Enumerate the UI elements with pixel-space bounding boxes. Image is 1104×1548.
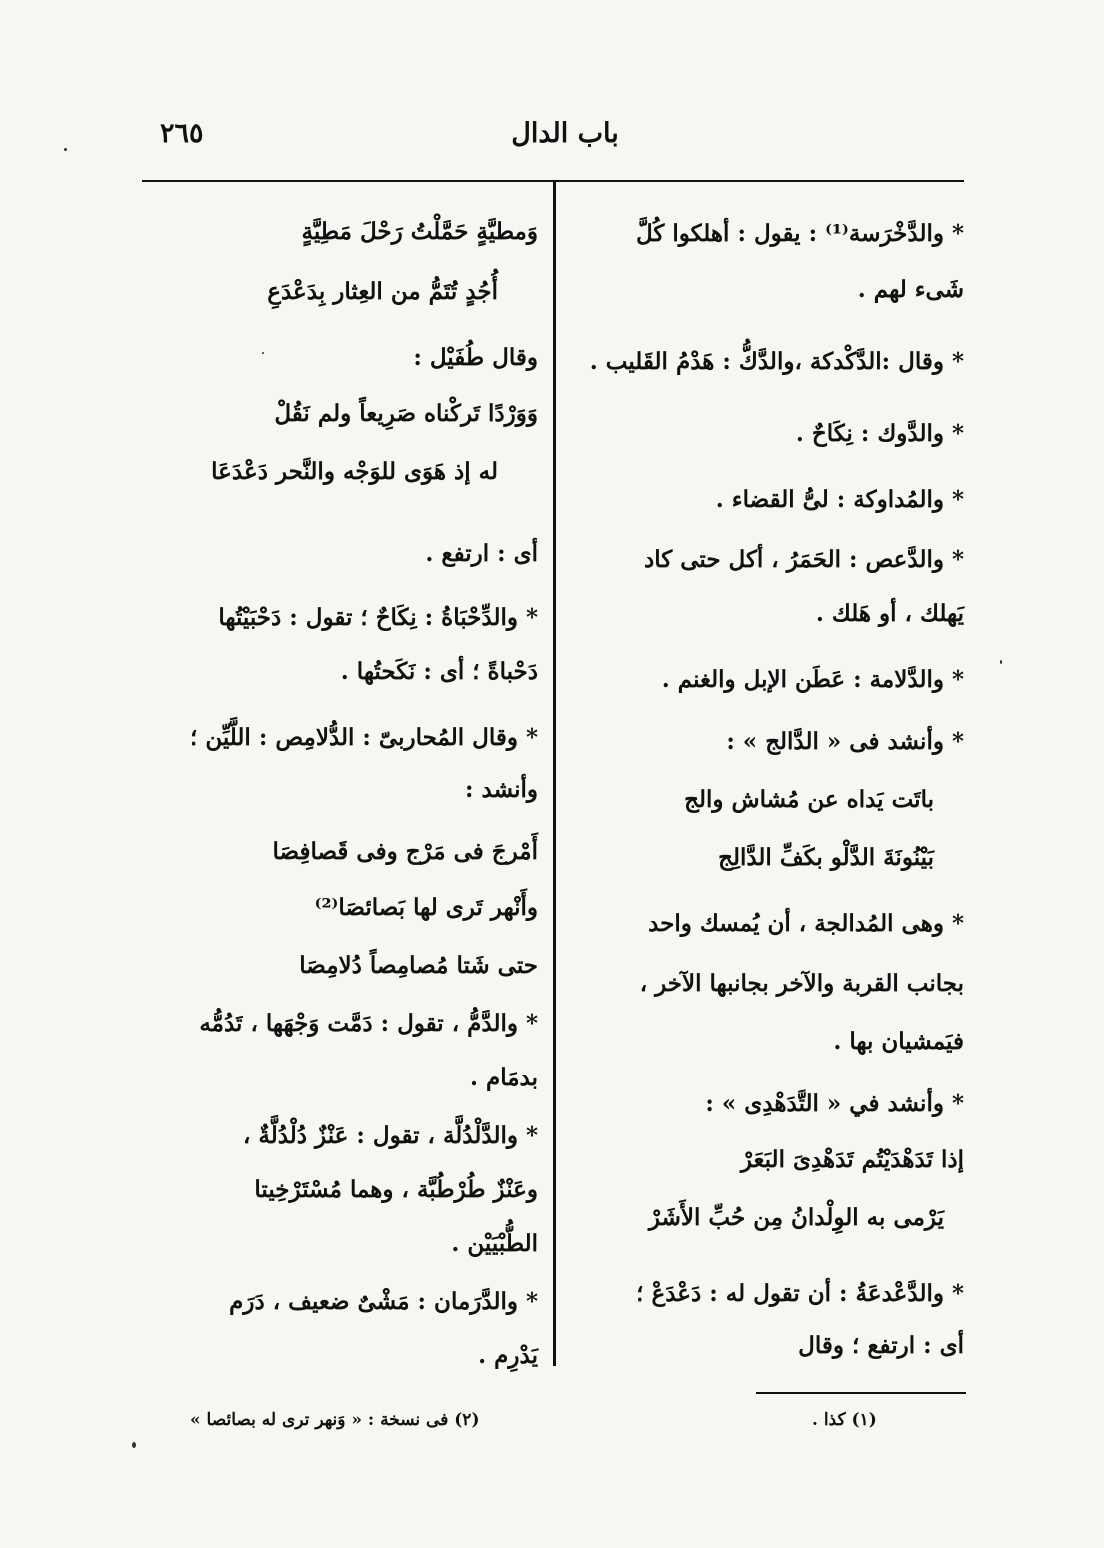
verse-line: باتَت يَداه عن مُشاش والج: [684, 786, 934, 813]
footnote-rule: [756, 1392, 966, 1394]
text-line: يَهلك ، أو هَلك .: [815, 600, 964, 627]
text-line: * والدَّوك : نِكَاحٌ .: [795, 420, 964, 447]
text-line: وأنشد :: [465, 776, 538, 803]
text-line: * والدِّحْبَاةُ : نِكَاحٌ ؛ تقول : دَحْبَيْتُها: [218, 604, 538, 631]
text-line: وقال طُفَيْل :: [413, 344, 538, 371]
verse-line: إذا تَدَهْدَيْتُم تَدَهْدِىَ البَعَرْ: [740, 1146, 964, 1173]
page-number: ٢٦٥: [160, 118, 204, 149]
running-header-title: باب الدال: [511, 118, 619, 149]
text-line: * والمُداوكة : لىُّ القضاء .: [715, 486, 964, 513]
text-line: بدمَام .: [469, 1064, 538, 1091]
text-line: * والدَّرَمان : مَشْىٌ ضعيف ، دَرَم: [229, 1288, 538, 1315]
text-line: بجانب القربة والآخر بجانبها الآخر ،: [639, 970, 964, 997]
verse-line: أُجُدٍ تُتَمُّ من العِثار بِدَعْدَعِ: [267, 278, 498, 305]
text-line: * والدَّلْدُلَّة ، تقول : عَنْزٌ دُلْدُلَّةٌ ،: [242, 1122, 538, 1149]
text-line: أى : ارتفع ؛ وقال: [798, 1332, 964, 1359]
text-line: دَحْباةً ؛ أى : نَكَحتُها .: [340, 658, 538, 685]
footnote-1: (١) كذا .: [812, 1410, 877, 1430]
verse-line: له إذ هَوَى للوَجْه والنَّحر دَعْدَعَا: [211, 458, 498, 485]
text-line: * وأنشد فى « الدَّالج » :: [726, 728, 964, 755]
column-divider: [553, 182, 556, 1366]
text-line: * والدَّلامة : عَطَن الإبل والغنم .: [661, 666, 964, 693]
verse-line: يَرْمى به الوِلْدانُ مِن حُبِّ الأَشَرْ: [648, 1204, 944, 1231]
verse-line: بَيْنُونَةَ الدَّلْو بكَفِّ الدَّالِج: [718, 844, 934, 871]
text-line: يَدْرِم .: [478, 1342, 538, 1369]
text-line: * والدَّخْرَسة⁽¹⁾ : يقول : أهلكوا كُلَّ: [635, 220, 964, 247]
text-line: * وهى المُدالجة ، أن يُمسك واحد: [648, 910, 964, 937]
verse-line: أَمْرجَ فى مَرْج وفى قَصافِصَا: [272, 838, 538, 865]
text-line: * وأنشد في « التَّدَهْدِى » :: [705, 1090, 964, 1117]
text-line: وعَنْزٌ طُرْطُبَّة ، وهما مُسْتَرْخِيتا: [254, 1176, 538, 1203]
scan-speck: [132, 1442, 136, 1448]
text-line: أى : ارتفع .: [425, 540, 538, 567]
text-line: * وقال :الدَّكْدكة ،والدَّكُّ : هَدْمُ القَليب .: [589, 348, 964, 375]
text-line: فيَمشيان بها .: [833, 1028, 964, 1055]
scan-speck: [1000, 660, 1002, 664]
scan-speck: [64, 148, 67, 151]
verse-line: وأَنْهر تَرى لها بَصائصَا⁽²⁾: [314, 894, 538, 921]
text-line: * والدَّمُّ ، تقول : دَمَّت وَجْهَها ، تَدُمُّه: [199, 1010, 538, 1037]
text-line: شَىء لهم .: [857, 276, 964, 303]
verse-line: وَمطيَّةٍ حَمَّلْتُ رَحْلَ مَطِيَّةٍ: [301, 218, 538, 245]
verse-line: حتى شَتا مُصامِصاً دُلامِصَا: [299, 952, 538, 979]
text-line: * وقال المُحاربىّ : الدُّلامِص : اللَّيِّن ؛: [190, 724, 538, 751]
verse-line: وَوَرْدًا تَركْناه صَرِيعاً ولم نَقُلْ: [274, 400, 538, 427]
text-line: الطُّبْيَيْن .: [451, 1230, 538, 1257]
text-line: * والدَّعص : الحَمَرُ ، أكل حتى كاد: [644, 546, 964, 573]
text-line: * والدَّعْدعَةُ : أن تقول له : دَعْدَعْ ؛: [636, 1280, 964, 1307]
scan-speck: [262, 352, 264, 354]
footnote-2: (٢) فى نسخة : « وَنهر ترى له بصائصا »: [190, 1410, 480, 1430]
